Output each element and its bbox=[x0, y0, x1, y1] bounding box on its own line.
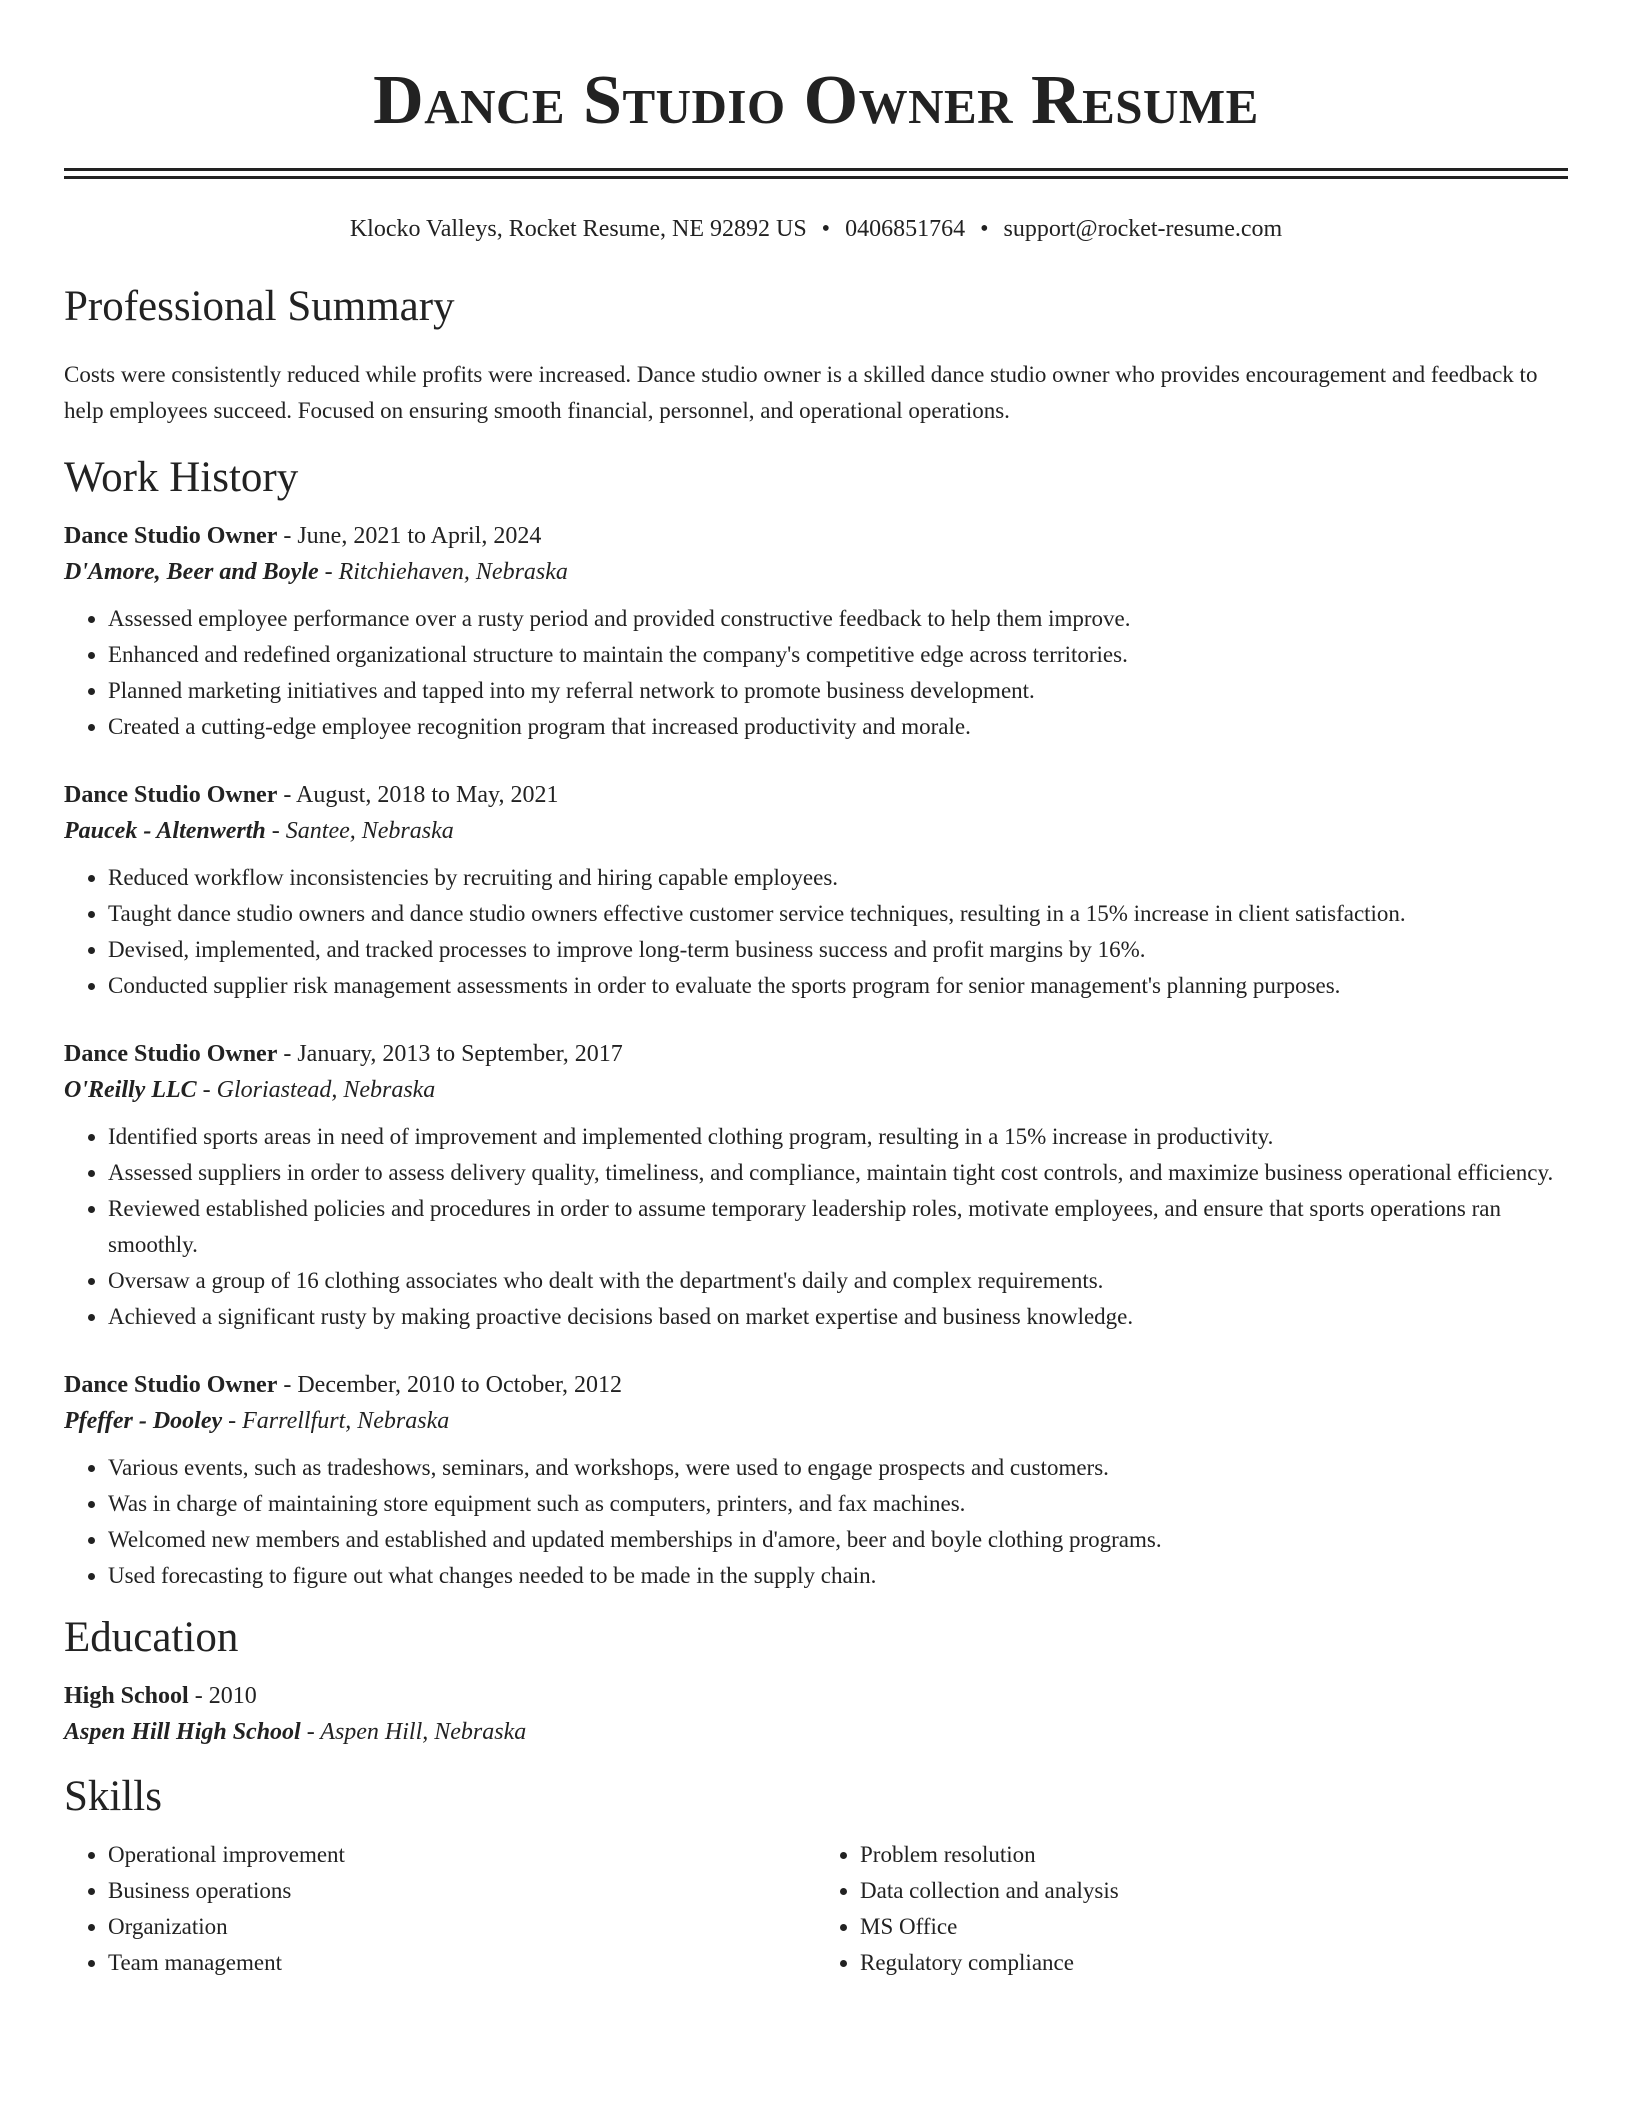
degree-year: - 2010 bbox=[188, 1683, 257, 1709]
job-entry-2 bbox=[64, 777, 1568, 1004]
job-bullet: • Identified sports areas in need of improvement and implemented clothing program, resulting in a 15% increase in productivity. bbox=[108, 1119, 1568, 1155]
job-dates: - August, 2018 to May, 2021 bbox=[277, 782, 559, 808]
employer-location: - Farrellfurt, Nebraska bbox=[222, 1408, 450, 1434]
job-bullet: • Created a cutting-edge employee recognition program that increased productivity and morale. bbox=[108, 709, 1568, 745]
job-bullets bbox=[64, 601, 1568, 745]
employer-location: - Ritchiehaven, Nebraska bbox=[318, 559, 568, 585]
resume-title: Dance Studio Owner Resume bbox=[373, 62, 1259, 139]
skill-item: • Business operations bbox=[108, 1873, 816, 1909]
employer-line bbox=[64, 1403, 1568, 1439]
education-entry bbox=[64, 1678, 1568, 1750]
degree-line bbox=[64, 1678, 1568, 1714]
job-title-line bbox=[64, 777, 1568, 813]
job-bullet: • Devised, implemented, and tracked processes to improve long-term business success and profit margins by 16%. bbox=[108, 932, 1568, 968]
job-title: Dance Studio Owner bbox=[64, 782, 278, 808]
job-entry-1 bbox=[64, 518, 1568, 745]
job-bullets bbox=[64, 860, 1568, 1004]
title-double-rule bbox=[64, 168, 1568, 179]
employer-location: - Santee, Nebraska bbox=[265, 818, 454, 844]
skills-heading: Skills bbox=[64, 1773, 162, 1820]
skills-left-column bbox=[64, 1837, 816, 1981]
employer-name: Pfeffer - Dooley bbox=[64, 1408, 223, 1434]
summary-heading: Professional Summary bbox=[64, 283, 455, 330]
job-title-line bbox=[64, 1367, 1568, 1403]
summary-text: Costs were consistently reduced while profits were increased. Dance studio owner is a skilled dance studio owner who provides encouragement and feedback to help employees succeed. Focused on ensuring smooth financial, personnel, and operational operations. bbox=[64, 362, 1538, 423]
contact-email: support@rocket-resume.com bbox=[1003, 216, 1283, 242]
job-title: Dance Studio Owner bbox=[64, 523, 278, 549]
school-name: Aspen Hill High School bbox=[64, 1719, 301, 1745]
job-bullet: • Reduced workflow inconsistencies by recruiting and hiring capable employees. bbox=[108, 860, 1568, 896]
job-title-line bbox=[64, 518, 1568, 554]
skill-item: • Team management bbox=[108, 1945, 816, 1981]
work-history-heading: Work History bbox=[64, 454, 299, 501]
job-dates: - January, 2013 to September, 2017 bbox=[277, 1041, 623, 1067]
employer-line bbox=[64, 1072, 1568, 1108]
employer-location: - Gloriastead, Nebraska bbox=[196, 1077, 436, 1103]
job-bullet: • Reviewed established policies and procedures in order to assume temporary leadership roles, motivate employees, and ensure that sports operations ran smoothly. bbox=[108, 1191, 1568, 1263]
contact-phone: 0406851764 bbox=[845, 216, 966, 242]
job-bullets bbox=[64, 1450, 1568, 1594]
job-title-line bbox=[64, 1036, 1568, 1072]
job-dates: - December, 2010 to October, 2012 bbox=[277, 1372, 622, 1398]
job-bullet: • Various events, such as tradeshows, seminars, and workshops, were used to engage prospects and customers. bbox=[108, 1450, 1568, 1486]
job-bullets bbox=[64, 1119, 1568, 1335]
contact-separator: • bbox=[980, 216, 989, 242]
job-entry-4 bbox=[64, 1367, 1568, 1594]
employer-name: D'Amore, Beer and Boyle bbox=[64, 559, 319, 585]
contact-separator: • bbox=[821, 216, 831, 242]
job-title: Dance Studio Owner bbox=[64, 1372, 278, 1398]
contact-line bbox=[64, 214, 1568, 244]
job-bullet: • Taught dance studio owners and dance studio owners effective customer service techniques, resulting in a 15% increase in client satisfaction. bbox=[108, 896, 1568, 932]
skill-item: • Data collection and analysis bbox=[860, 1873, 1568, 1909]
skill-item: • Problem resolution bbox=[860, 1837, 1568, 1873]
contact-address: Klocko Valleys, Rocket Resume, NE 92892 US bbox=[349, 216, 807, 242]
job-bullet: • Used forecasting to figure out what changes needed to be made in the supply chain. bbox=[108, 1558, 1568, 1594]
employer-name: O'Reilly LLC bbox=[64, 1077, 197, 1103]
job-bullet: • Oversaw a group of 16 clothing associates who dealt with the department's daily and complex requirements. bbox=[108, 1263, 1568, 1299]
job-dates: - June, 2021 to April, 2024 bbox=[277, 523, 542, 549]
skill-item: • Organization bbox=[108, 1909, 816, 1945]
degree-name: High School bbox=[64, 1683, 189, 1709]
job-bullet: • Enhanced and redefined organizational structure to maintain the company's competitive edge across territories. bbox=[108, 637, 1568, 673]
employer-line bbox=[64, 554, 1568, 590]
school-location: - Aspen Hill, Nebraska bbox=[300, 1719, 527, 1745]
job-entry-3 bbox=[64, 1036, 1568, 1335]
job-bullet: • Conducted supplier risk management assessments in order to evaluate the sports program for senior management's planning purposes. bbox=[108, 968, 1568, 1004]
job-bullet: • Planned marketing initiatives and tapped into my referral network to promote business development. bbox=[108, 673, 1568, 709]
skills-right-column bbox=[816, 1837, 1568, 1981]
education-heading: Education bbox=[64, 1614, 239, 1661]
skill-item: • MS Office bbox=[860, 1909, 1568, 1945]
job-bullet: • Achieved a significant rusty by making proactive decisions based on market expertise and business knowledge. bbox=[108, 1299, 1568, 1335]
job-bullet: • Assessed employee performance over a rusty period and provided constructive feedback to help them improve. bbox=[108, 601, 1568, 637]
job-bullet: • Welcomed new members and established and updated memberships in d'amore, beer and boyle clothing programs. bbox=[108, 1522, 1568, 1558]
job-bullet: • Was in charge of maintaining store equipment such as computers, printers, and fax machines. bbox=[108, 1486, 1568, 1522]
school-line bbox=[64, 1714, 1568, 1750]
employer-name: Paucek - Altenwerth bbox=[64, 818, 266, 844]
job-bullet: • Assessed suppliers in order to assess delivery quality, timeliness, and compliance, maintain tight cost controls, and maximize business operational efficiency. bbox=[108, 1155, 1568, 1191]
job-title: Dance Studio Owner bbox=[64, 1041, 278, 1067]
employer-line bbox=[64, 813, 1568, 849]
skill-item: • Regulatory compliance bbox=[860, 1945, 1568, 1981]
skills-columns bbox=[64, 1837, 1568, 1981]
skill-item: • Operational improvement bbox=[108, 1837, 816, 1873]
